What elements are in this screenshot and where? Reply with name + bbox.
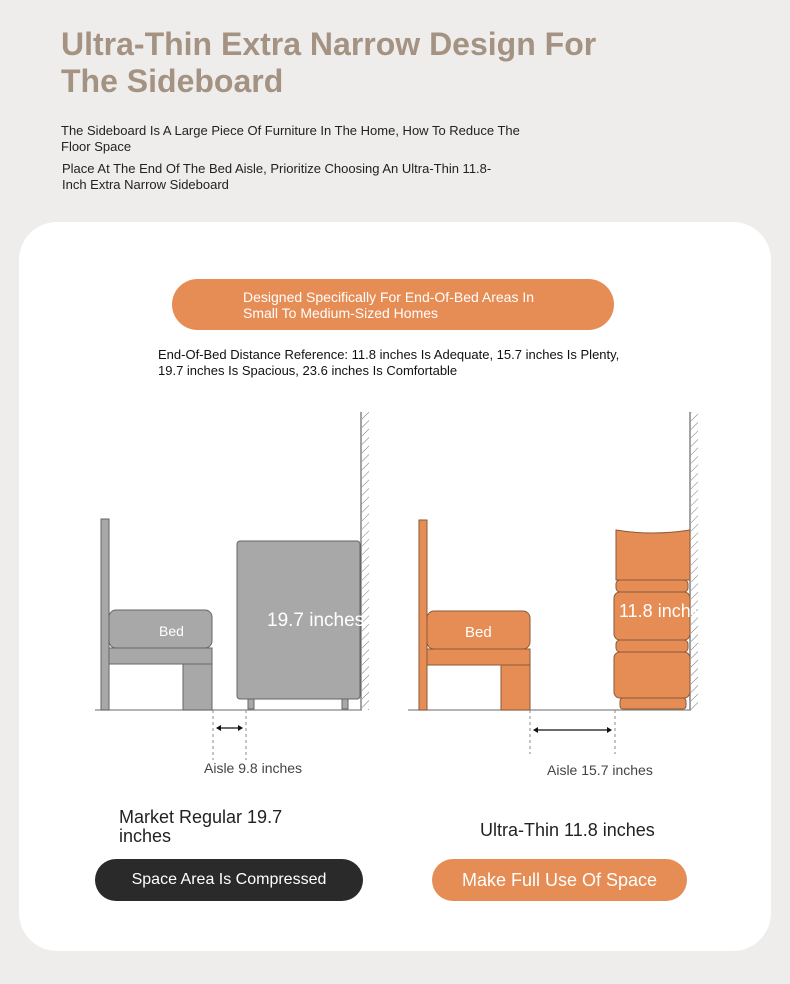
left-bed (101, 519, 212, 710)
intro-text-1: The Sideboard Is A Large Piece Of Furniture In The Home, How To Reduce The Floor Space (61, 123, 520, 154)
left-aisle-label: Aisle 9.8 inches (204, 760, 303, 776)
make-full-use-button (432, 859, 687, 901)
page-title: Ultra-Thin Extra Narrow Design For The Sideboard (61, 26, 597, 99)
distance-reference: End-Of-Bed Distance Reference: 11.8 inches Is Adequate, 15.7 inches Is Plenty, 19.7 inches Is Spacious, 23.6 inches Is Comfortable (158, 347, 620, 378)
make-full-use-label: Make Full Use Of Space (461, 869, 658, 890)
left-cabinet-label: 19.7 inches (267, 610, 365, 631)
right-arrowhead-1 (533, 727, 538, 733)
right-arrowhead-2 (607, 727, 612, 733)
left-bed-label: Bed (159, 623, 184, 639)
space-compressed-button (95, 859, 363, 901)
right-wall-hatch (691, 412, 698, 710)
space-compressed-label: Space Area Is Compressed (131, 871, 327, 888)
right-scene (408, 412, 710, 778)
right-bed-label: Bed (465, 624, 492, 641)
banner-text: Designed Specifically For End-Of-Bed Areas In Small To Medium-Sized Homes (243, 288, 535, 321)
left-arrowhead-2 (238, 725, 243, 731)
left-arrowhead-1 (216, 725, 221, 731)
right-cabinet-label: 11.8 inches (619, 601, 710, 621)
left-scene (95, 412, 369, 776)
intro-text-2: Place At The End Of The Bed Aisle, Prioritize Choosing An Ultra-Thin 11.8-Inch Extra Narrow Sideboard (62, 161, 492, 192)
right-caption: Ultra-Thin 11.8 inches (480, 820, 655, 840)
right-bed (419, 520, 530, 710)
left-wall-hatch (362, 412, 369, 710)
right-aisle-label: Aisle 15.7 inches (547, 762, 653, 778)
left-caption: Market Regular 19.7 inches (119, 807, 283, 846)
